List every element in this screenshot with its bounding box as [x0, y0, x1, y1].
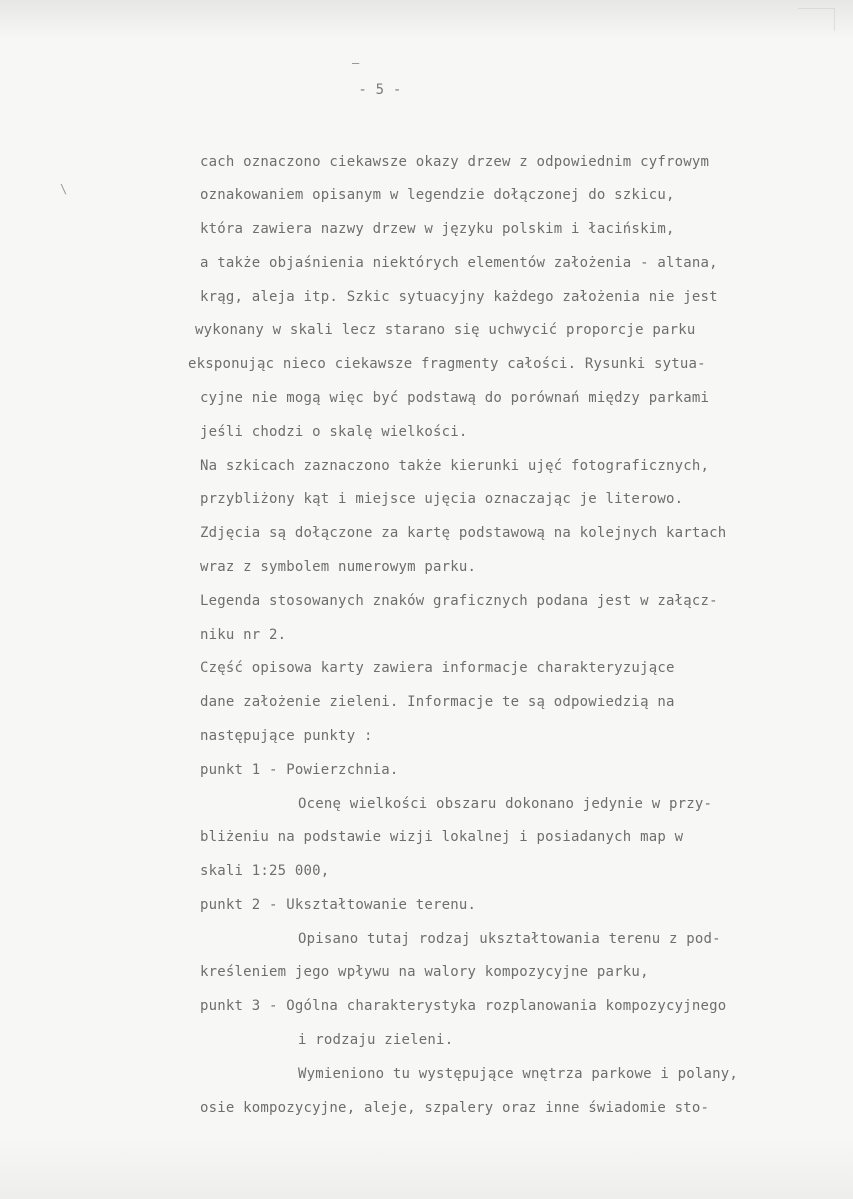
- text-line: cyjne nie mogą więc być podstawą do porównań między parkami: [200, 390, 710, 406]
- text-line: Legenda stosowanych znaków graficznych podana jest w załącz-: [200, 593, 718, 609]
- text-line: skali 1:25 000,: [200, 863, 330, 879]
- text-line: Ocenę wielkości obszaru dokonano jedynie w przy-: [298, 796, 713, 812]
- scan-shadow-bottom: [0, 1139, 853, 1199]
- text-line: Wymieniono tu występujące wnętrza parkowe i polany,: [298, 1066, 739, 1082]
- text-line: osie kompozycyjne, aleje, szpalery oraz inne świadomie sto-: [200, 1100, 710, 1116]
- text-line: dane założenie zieleni. Informacje te są odpowiedzią na: [200, 694, 675, 710]
- text-line: następujące punkty :: [200, 728, 373, 744]
- text-line: wykonany w skali lecz starano się uchwycić proporcje parku: [195, 322, 696, 338]
- text-line: punkt 2 - Ukształtowanie terenu.: [200, 897, 477, 913]
- margin-tick-mark: \: [60, 182, 68, 196]
- page-number: - 5 -: [358, 82, 402, 98]
- text-line: która zawiera nazwy drzew w języku polskim i łacińskim,: [200, 221, 675, 237]
- text-line: niku nr 2.: [200, 627, 287, 643]
- text-line: kreśleniem jego wpływu na walory kompozycyjne parku,: [200, 964, 649, 980]
- text-line: i rodzaju zieleni.: [298, 1032, 454, 1048]
- text-line: krąg, aleja itp. Szkic sytuacyjny każdego założenia nie jest: [200, 289, 718, 305]
- text-line: jeśli chodzi o skalę wielkości.: [200, 424, 468, 440]
- text-line: bliżeniu na podstawie wizji lokalnej i posiadanych map w: [200, 829, 684, 845]
- header-dash-mark: –: [352, 56, 360, 70]
- text-line: a także objaśnienia niektórych elementów założenia - altana,: [200, 255, 718, 271]
- scan-shadow-top: [0, 0, 853, 40]
- text-line: punkt 1 - Powierzchnia.: [200, 762, 399, 778]
- text-line: eksponując nieco ciekawsze fragmenty całości. Rysunki sytua-: [188, 356, 706, 372]
- corner-mark: [798, 8, 835, 31]
- text-line: Opisano tutaj rodzaj ukształtowania terenu z pod-: [298, 931, 721, 947]
- text-line: wraz z symbolem numerowym parku.: [200, 559, 477, 575]
- text-line: cach oznaczono ciekawsze okazy drzew z odpowiednim cyfrowym: [200, 154, 710, 170]
- text-line: Zdjęcia są dołączone za kartę podstawową na kolejnych kartach: [200, 525, 727, 541]
- text-line: Część opisowa karty zawiera informacje charakteryzujące: [200, 660, 675, 676]
- text-line: przybliżony kąt i miejsce ujęcia oznaczając je literowo.: [200, 491, 684, 507]
- text-line: Na szkicach zaznaczono także kierunki ujęć fotograficznych,: [200, 458, 710, 474]
- text-line: punkt 3 - Ogólna charakterystyka rozplanowania kompozycyjnego: [200, 998, 727, 1014]
- text-line: oznakowaniem opisanym w legendzie dołączonej do szkicu,: [200, 187, 675, 203]
